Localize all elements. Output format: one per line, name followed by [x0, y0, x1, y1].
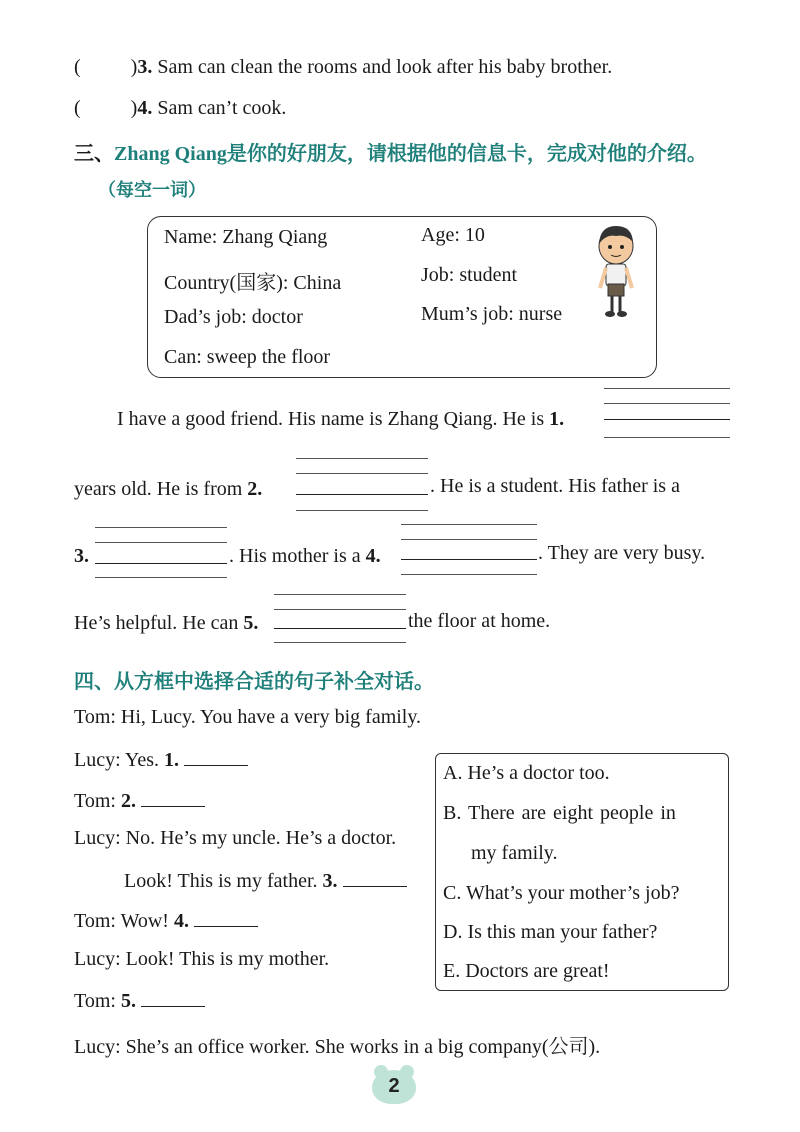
passage-line-3a: 3.: [74, 545, 89, 567]
blank-2[interactable]: [296, 458, 428, 512]
dialogue-blank-2[interactable]: [141, 788, 205, 807]
dialogue-line-8: Tom: 5.: [74, 988, 205, 1013]
card-country: Country(国家): China: [164, 272, 342, 294]
boy-illustration: [590, 222, 642, 322]
dialogue-line-3: Tom: 2.: [74, 788, 205, 813]
option-e: E. Doctors are great!: [443, 960, 610, 982]
blank-4[interactable]: [401, 524, 537, 578]
dialogue-line-4: Lucy: No. He’s my uncle. He’s a doctor.: [74, 827, 397, 849]
passage-line-3b: . His mother is a 4.: [229, 545, 381, 567]
page-number: 2: [388, 1075, 400, 1097]
option-b: B. There are eight people in: [443, 802, 676, 824]
dialogue-line-5: Look! This is my father. 3.: [124, 868, 407, 893]
judge-item-3: ( )3. Sam can clean the rooms and look after his baby brother.: [74, 56, 613, 78]
card-can: Can: sweep the floor: [164, 346, 331, 368]
blank-1[interactable]: [604, 388, 730, 442]
passage-line-4a: He’s helpful. He can 5.: [74, 612, 259, 634]
dialogue-line-6: Tom: Wow! 4.: [74, 908, 258, 933]
passage-line-2b: . He is a student. His father is a: [430, 475, 680, 497]
option-b-cont: my family.: [471, 842, 558, 864]
passage-line-2a: years old. He is from 2.: [74, 478, 263, 500]
passage-line-4b: the floor at home.: [408, 610, 551, 632]
dialogue-blank-5[interactable]: [141, 988, 205, 1007]
section3-title: 三、Zhang Qiang是你的好朋友，请根据他的信息卡，完成对他的介绍。: [74, 141, 707, 165]
option-a: A. He’s a doctor too.: [443, 762, 610, 784]
passage-line-3c: . They are very busy.: [538, 542, 706, 564]
dialogue-line-9: Lucy: She’s an office worker. She works in a big company(公司).: [74, 1036, 601, 1058]
option-d: D. Is this man your father?: [443, 921, 658, 943]
options-box: [435, 753, 729, 991]
blank-5[interactable]: [274, 594, 406, 648]
dialogue-blank-1[interactable]: [184, 747, 248, 766]
dialogue-line-7: Lucy: Look! This is my mother.: [74, 948, 330, 970]
card-name: Name: Zhang Qiang: [164, 226, 328, 248]
dialogue-blank-4[interactable]: [194, 908, 258, 927]
passage-line-1: I have a good friend. His name is Zhang Qiang. He is 1.: [117, 408, 565, 430]
section4-title: 四、从方框中选择合适的句子补全对话。: [74, 669, 434, 693]
dialogue-line-2: Lucy: Yes. 1.: [74, 747, 248, 772]
judge-item-4: ( )4. Sam can’t cook.: [74, 97, 287, 119]
card-job: Job: student: [421, 264, 518, 286]
blank-3[interactable]: [95, 527, 227, 581]
option-c: C. What’s your mother’s job?: [443, 882, 680, 904]
card-age: Age: 10: [421, 224, 485, 246]
card-dad-job: Dad’s job: doctor: [164, 306, 303, 328]
dialogue-line-1: Tom: Hi, Lucy. You have a very big family.: [74, 706, 422, 728]
section3-note: （每空一词）: [98, 180, 206, 201]
card-mum-job: Mum’s job: nurse: [421, 303, 563, 325]
dialogue-blank-3[interactable]: [343, 868, 407, 887]
